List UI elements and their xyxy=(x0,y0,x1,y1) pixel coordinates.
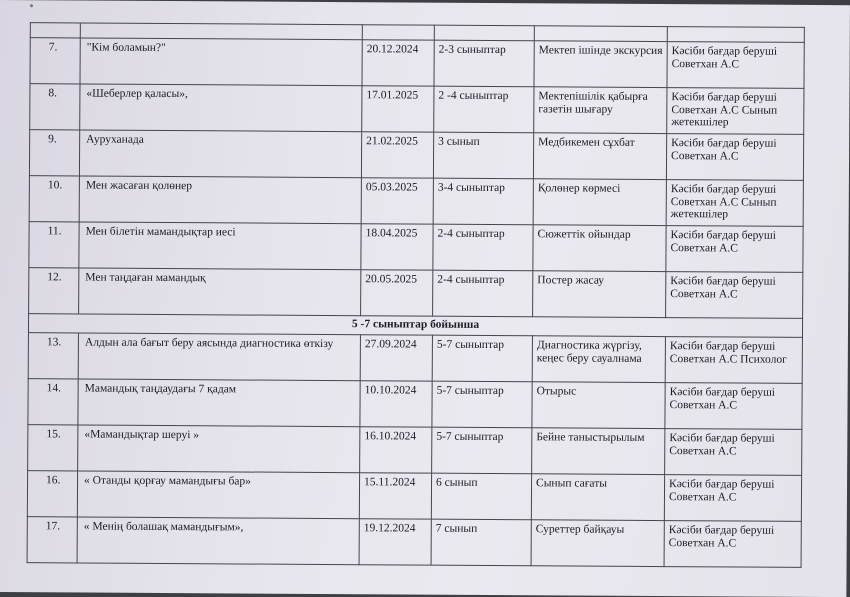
cell-grades: 3-4 сыныптар xyxy=(433,178,533,225)
table-row xyxy=(28,425,802,476)
table-row xyxy=(27,471,801,522)
table-row xyxy=(29,222,803,273)
cell-grades: 5-7 сыныптар xyxy=(432,335,532,382)
cell-date: 10.10.2024 xyxy=(360,381,432,427)
cell-grades: 5-7 сыныптар xyxy=(432,427,532,474)
cell-form: Постер жасау xyxy=(533,271,666,318)
cell-grades: 3 сынып xyxy=(433,132,533,179)
table-row xyxy=(27,517,801,568)
cell-grades: 2-3 сыныптар xyxy=(434,40,534,87)
cell-form: Суреттер байқауы xyxy=(531,520,664,567)
cell-grades: 7 сынып xyxy=(431,519,531,566)
table-row xyxy=(29,176,803,227)
cell-date: 19.12.2024 xyxy=(359,519,431,565)
cell-responsible: Кәсіби бағдар беруші Советхан А.С xyxy=(665,429,802,476)
cell-date: 15.11.2024 xyxy=(359,473,431,519)
cell-title: Алдын ала бағыт беру аясында диагностика өткізу xyxy=(78,333,360,381)
cell-title: Ауруханада xyxy=(79,130,361,178)
cell-form: Бейне таныстырылым xyxy=(532,428,665,475)
cell-date: 21.02.2025 xyxy=(361,132,433,178)
cell-date: 17.01.2025 xyxy=(362,86,434,132)
table-body xyxy=(27,23,804,568)
cell-responsible: Кәсіби бағдар беруші Советхан А.С xyxy=(666,226,803,273)
cell-num: 8. xyxy=(30,84,80,130)
cell-title: Мамандық таңдаудағы 7 қадам xyxy=(78,379,360,427)
cell-responsible: Кәсіби бағдар беруші Советхан А.С xyxy=(666,272,803,319)
cell-date: 20.12.2024 xyxy=(362,40,434,86)
cell-form: Сюжеттік ойындар xyxy=(533,225,666,272)
career-plan-table xyxy=(27,22,805,568)
cell-responsible: Кәсіби бағдар беруші Советхан А.С xyxy=(665,383,802,430)
paper-speck xyxy=(30,4,33,7)
cell-title: « Менің болашақ мамандығым», xyxy=(77,517,359,565)
cell-num: 11. xyxy=(29,222,79,268)
cell-form: Медбикемен сұхбат xyxy=(533,133,666,180)
cell-num: 17. xyxy=(27,517,77,563)
cell-num: 7. xyxy=(30,38,80,84)
table-row xyxy=(28,379,802,430)
cell-form: Мектеп ішінде экскурсия xyxy=(534,41,667,88)
table-row xyxy=(29,268,803,319)
cell-title: "Кім боламын?" xyxy=(80,38,362,86)
cell-date: 27.09.2024 xyxy=(360,335,432,381)
cell-form: Сынып сағаты xyxy=(531,474,664,521)
table-container xyxy=(26,22,803,587)
cell-date: 16.10.2024 xyxy=(360,427,432,473)
table-row xyxy=(29,130,803,181)
cell-title: « Отанды қорғау мамандығы бар» xyxy=(77,471,359,519)
cell-date: 05.03.2025 xyxy=(361,178,433,224)
section-title: 5 -7 сыныптар бойынша xyxy=(28,314,802,338)
cell-grades: 2-4 сыныптар xyxy=(433,270,533,317)
cell-responsible: Кәсіби бағдар беруші Советхан А.С Сынып жетекшілер xyxy=(666,180,803,227)
cell-responsible: Кәсіби бағдар беруші Советхан А.С Сынып жетекшілер xyxy=(667,88,804,135)
cell-date: 18.04.2025 xyxy=(361,224,433,270)
table-row xyxy=(28,333,802,384)
cell-num: 13. xyxy=(28,333,78,379)
cell-responsible: Кәсіби бағдар беруші Советхан А.С xyxy=(667,42,804,89)
cell-num: 12. xyxy=(29,268,79,314)
cell-grades: 2 -4 сыныптар xyxy=(434,86,534,133)
cell-responsible: Кәсіби бағдар беруші Советхан А.С xyxy=(664,521,801,568)
cell-num: 16. xyxy=(27,471,77,517)
cell-num: 15. xyxy=(28,425,78,471)
cell-form: Диагностика жүргізу, кеңес беру сауалнама xyxy=(532,336,665,383)
table-row xyxy=(30,38,804,89)
cell-grades: 2-4 сыныптар xyxy=(433,224,533,271)
cell-title: Мен білетін мамандықтар иесі xyxy=(79,222,361,270)
cell-num: 10. xyxy=(29,176,79,222)
cell-responsible: Кәсіби бағдар беруші Советхан А.С Психолог xyxy=(665,337,802,384)
cell-title: Мен жасаған қолөнер xyxy=(79,176,361,224)
cell-responsible: Кәсіби бағдар беруші Советхан А.С xyxy=(666,134,803,181)
cell-title: «Мамандықтар шеруі » xyxy=(78,425,360,473)
cell-date: 20.05.2025 xyxy=(361,270,433,316)
cell-responsible: Кәсіби бағдар беруші Советхан А.С xyxy=(664,475,801,522)
cell-form: Мектепішілік қабырға газетін шығару xyxy=(534,87,667,134)
cell-grades: 6 сынып xyxy=(431,473,531,520)
table-row xyxy=(30,84,804,135)
cell-form: Отырыс xyxy=(532,382,665,429)
cell-title: «Шеберлер қаласы», xyxy=(80,84,362,132)
cell-form: Қолөнер көрмесі xyxy=(533,179,666,226)
cell-num: 14. xyxy=(28,379,78,425)
cell-grades: 5-7 сыныптар xyxy=(432,381,532,428)
cell-num: 9. xyxy=(29,130,79,176)
cell-title: Мен таңдаған мамандық xyxy=(79,268,361,316)
